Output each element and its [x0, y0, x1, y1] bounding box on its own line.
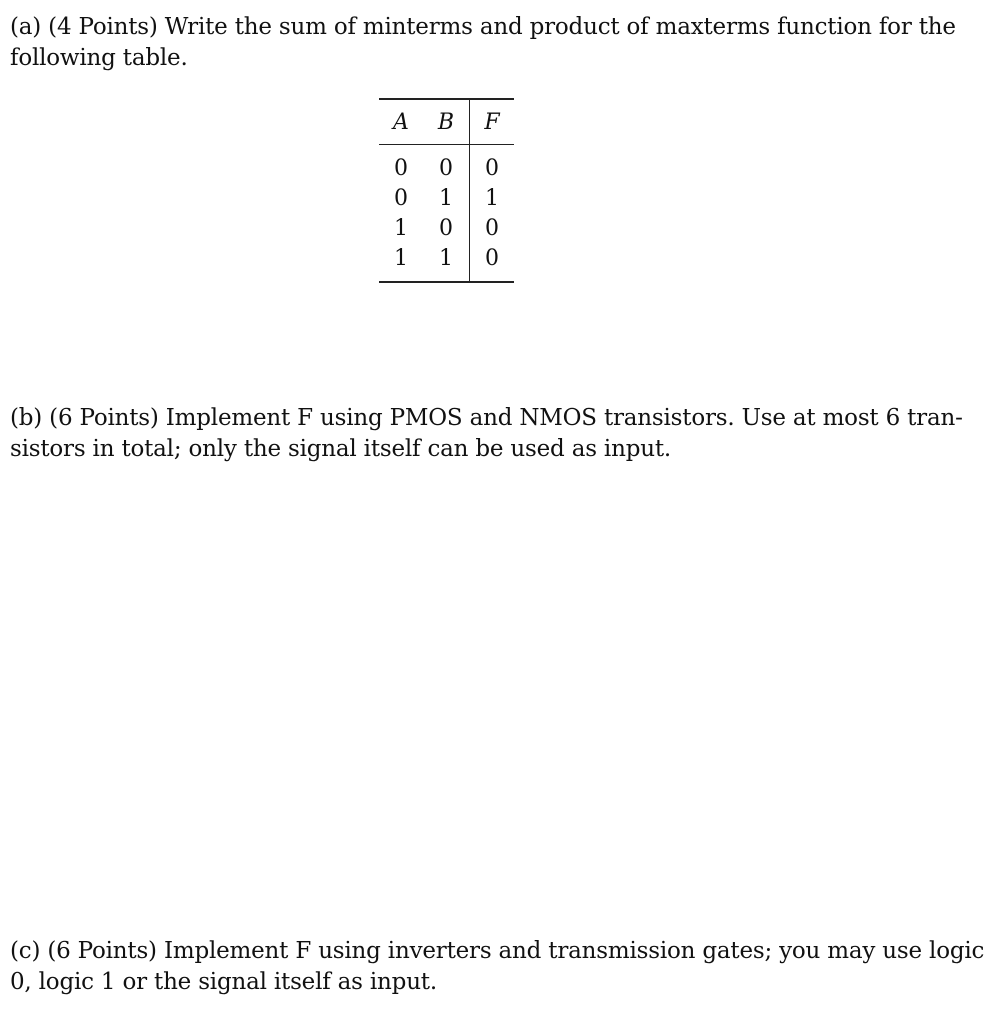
header-f: F: [470, 99, 515, 145]
cell-b: 0: [439, 155, 453, 181]
cell-a: 1: [394, 215, 408, 241]
part-a-line-1: (a) (4 Points) Write the sum of minterms and product of maxterms function for the: [10, 14, 956, 40]
question-part-b: [10, 403, 963, 465]
header-a: A: [393, 109, 409, 135]
question-part-c: [10, 936, 985, 998]
cell-a: 1: [394, 245, 408, 271]
header-b: B: [437, 109, 455, 135]
cell-f: 1: [470, 183, 515, 213]
truth-table-header-row: [379, 99, 514, 145]
cell-b: 1: [439, 245, 453, 271]
cell-b: 0: [439, 215, 453, 241]
question-part-a: [10, 12, 955, 74]
cell-a: 0: [394, 185, 408, 211]
cell-a: 0: [394, 155, 408, 181]
part-b-line-1: (b) (6 Points) Implement F using PMOS and NMOS transistors. Use at most 6 tran-: [10, 405, 963, 431]
part-b-line-2: sistors in total; only the signal itself can be used as input.: [10, 436, 671, 462]
cell-f: 0: [470, 243, 515, 282]
part-a-line-2: following table.: [10, 45, 188, 71]
cell-f: 0: [470, 145, 515, 184]
table-row: [379, 243, 514, 282]
cell-b: 1: [439, 185, 453, 211]
part-c-line-2: 0, logic 1 or the signal itself as input.: [10, 969, 437, 995]
table-row: [379, 145, 514, 184]
cell-f: 0: [470, 213, 515, 243]
part-c-line-1: (c) (6 Points) Implement F using inverters and transmission gates; you may use logic: [10, 938, 985, 964]
truth-table: [379, 98, 514, 283]
table-row: [379, 183, 514, 213]
table-row: [379, 213, 514, 243]
